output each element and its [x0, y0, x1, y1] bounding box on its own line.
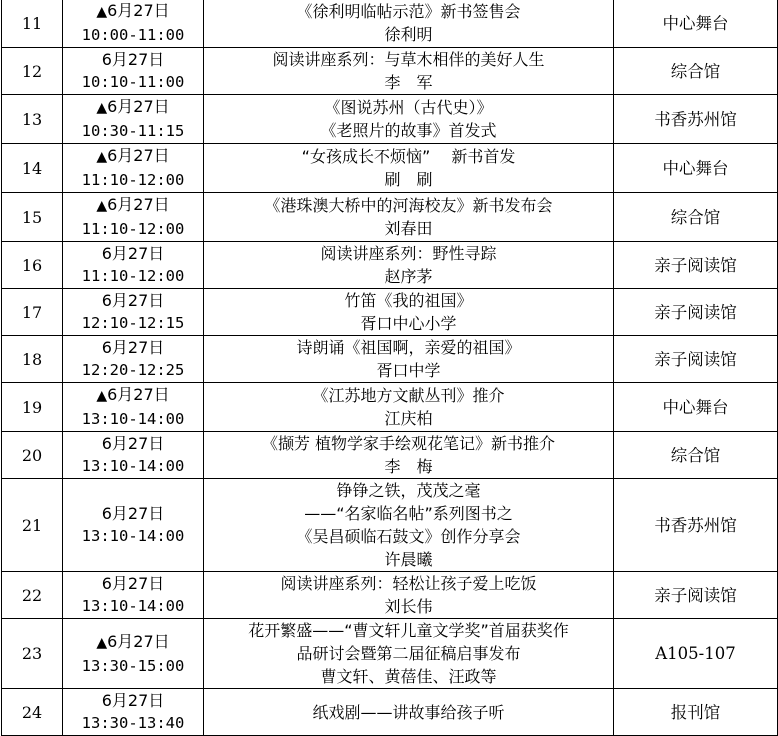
- row-number: 21: [2, 479, 63, 572]
- venue-cell: 中心舞台: [614, 144, 778, 193]
- date-time-cell: [63, 144, 204, 193]
- event-date: 6月27日: [107, 385, 170, 404]
- event-time: 13:10-14:00: [81, 410, 185, 428]
- date-line: [63, 144, 203, 169]
- highlight-triangle-icon: ▲: [96, 100, 108, 116]
- event-time: 10:30-11:15: [81, 122, 185, 140]
- event-description-line: 徐利明: [384, 25, 433, 44]
- table-row: [2, 336, 778, 383]
- event-time: 13:10-14:00: [81, 457, 185, 475]
- date-time-cell: [63, 95, 204, 144]
- venue-cell: 书香苏州馆: [614, 95, 778, 144]
- table-row: [2, 242, 778, 289]
- event-date: 6月27日: [101, 691, 165, 710]
- date-time-cell: [63, 383, 204, 432]
- event-description-cell: [204, 95, 614, 144]
- date-time-cell: [63, 479, 204, 572]
- table-row: [2, 48, 778, 95]
- event-time: 13:10-14:00: [81, 597, 185, 615]
- event-time: 12:10-12:15: [81, 314, 185, 332]
- event-description-line: 《徐利明临帖示范》新书签售会: [296, 2, 521, 21]
- event-description-cell: [204, 572, 614, 619]
- event-date: 6月27日: [107, 631, 170, 651]
- venue-cell: 综合馆: [614, 193, 778, 242]
- event-date: 6月27日: [101, 244, 165, 263]
- date-time-cell: [63, 619, 204, 689]
- event-description-cell: [204, 432, 614, 479]
- date-line: [63, 502, 203, 525]
- date-time-cell: [63, 572, 204, 619]
- event-date: 6月27日: [107, 146, 170, 165]
- date-line: [63, 0, 203, 24]
- event-description-cell: [204, 242, 614, 289]
- event-description-line: 《撷芳 植物学家手绘观花笔记》新书推介: [261, 434, 556, 453]
- event-description-cell: [204, 479, 614, 572]
- event-time: 13:30-15:00: [81, 656, 185, 675]
- date-line: [63, 289, 203, 312]
- date-line: [63, 48, 203, 71]
- event-description-line: ——“名家临名帖”系列图书之: [304, 504, 513, 523]
- event-description-cell: [204, 0, 614, 48]
- event-description-cell: [204, 144, 614, 193]
- table-row: [2, 383, 778, 432]
- row-number: 20: [2, 432, 63, 479]
- event-description-cell: [204, 193, 614, 242]
- event-description-line: 品研讨会暨第二届征稿启事发布: [296, 644, 521, 663]
- table-row: [2, 432, 778, 479]
- table-row: [2, 479, 778, 572]
- venue-cell: 亲子阅读馆: [614, 572, 778, 619]
- schedule-body: [2, 0, 778, 736]
- event-description-line: 江庆柏: [384, 409, 433, 428]
- event-date: 6月27日: [101, 338, 165, 357]
- event-time: 13:10-14:00: [81, 527, 185, 545]
- event-description-line: 竹笛《我的祖国》: [344, 291, 473, 310]
- highlight-triangle-icon: ▲: [96, 4, 108, 20]
- event-time: 11:10-12:00: [81, 267, 185, 285]
- event-description-line: 刘春田: [384, 219, 433, 238]
- highlight-triangle-icon: ▲: [96, 149, 108, 165]
- event-date: 6月27日: [101, 291, 165, 310]
- event-date: 6月27日: [107, 97, 170, 116]
- event-description-line: 阅读讲座系列：野性寻踪: [320, 244, 497, 263]
- date-line: [63, 432, 203, 455]
- event-description-line: 《老照片的故事》首发式: [320, 121, 497, 140]
- venue-cell: 综合馆: [614, 432, 778, 479]
- venue-cell: 亲子阅读馆: [614, 242, 778, 289]
- date-time-cell: [63, 432, 204, 479]
- date-time-cell: [63, 0, 204, 48]
- event-date: 6月27日: [101, 50, 165, 69]
- event-time: 10:10-11:00: [81, 73, 185, 91]
- event-date: 6月27日: [101, 504, 165, 523]
- date-line: [63, 95, 203, 120]
- date-time-cell: [63, 48, 204, 95]
- venue-cell: 中心舞台: [614, 0, 778, 48]
- row-number: 19: [2, 383, 63, 432]
- date-time-cell: [63, 336, 204, 383]
- event-date: 6月27日: [101, 434, 165, 453]
- event-description-line: 花开繁盛——“曹文轩儿童文学奖”首届获奖作: [248, 621, 569, 640]
- row-number: 16: [2, 242, 63, 289]
- event-description-cell: [204, 48, 614, 95]
- event-description-line: 《江苏地方文献丛刊》推介: [312, 386, 505, 405]
- event-time: 13:30-13:40: [81, 714, 185, 732]
- row-number: 22: [2, 572, 63, 619]
- event-description-line: 赵序茅: [384, 267, 433, 286]
- table-row: [2, 0, 778, 48]
- event-description-line: 曹文轩、黄蓓佳、汪政等: [320, 667, 497, 686]
- row-number: 23: [2, 619, 63, 689]
- venue-cell: 书香苏州馆: [614, 479, 778, 572]
- date-line: [63, 689, 203, 712]
- table-row: [2, 572, 778, 619]
- table-row: [2, 689, 778, 736]
- row-number: 18: [2, 336, 63, 383]
- date-line: [63, 242, 203, 265]
- event-description-line: 铮铮之铁，茂茂之毫: [336, 481, 481, 500]
- event-time: 11:10-12:00: [81, 171, 185, 189]
- event-description-cell: [204, 383, 614, 432]
- venue-cell: 中心舞台: [614, 383, 778, 432]
- event-description-line: 《港珠澳大桥中的河海校友》新书发布会: [264, 196, 553, 215]
- event-description-line: 李 军: [384, 73, 433, 92]
- date-time-cell: [63, 289, 204, 336]
- event-description-line: 阅读讲座系列：轻松让孩子爱上吃饭: [280, 574, 537, 593]
- event-description-cell: [204, 336, 614, 383]
- event-description-line: 胥口中学: [376, 361, 441, 380]
- event-description-line: 李 梅: [384, 457, 433, 476]
- venue-cell: 报刊馆: [614, 689, 778, 736]
- date-line: [63, 630, 203, 655]
- event-description-cell: [204, 289, 614, 336]
- date-time-cell: [63, 193, 204, 242]
- row-number: 11: [2, 0, 63, 48]
- date-line: [63, 383, 203, 408]
- event-description-line: 《吴昌硕临石鼓文》创作分享会: [296, 527, 521, 546]
- event-date: 6月27日: [107, 1, 170, 20]
- table-row: [2, 95, 778, 144]
- venue-cell: 亲子阅读馆: [614, 336, 778, 383]
- event-description-line: 纸戏剧——讲故事给孩子听: [312, 702, 505, 722]
- row-number: 24: [2, 689, 63, 736]
- event-date: 6月27日: [107, 195, 170, 214]
- event-description-cell: [204, 689, 614, 736]
- venue-cell: 亲子阅读馆: [614, 289, 778, 336]
- event-description-line: 阅读讲座系列：与草木相伴的美好人生: [272, 50, 545, 69]
- date-line: [63, 572, 203, 595]
- row-number: 17: [2, 289, 63, 336]
- event-description-line: “女孩成长不烦恼” 新书首发: [301, 147, 516, 166]
- event-description-line: 诗朗诵《祖国啊，亲爱的祖国》: [296, 338, 521, 357]
- table-row: [2, 289, 778, 336]
- event-schedule-table: [1, 0, 778, 736]
- date-time-cell: [63, 242, 204, 289]
- row-number: 14: [2, 144, 63, 193]
- table-row: [2, 619, 778, 689]
- event-description-cell: [204, 619, 614, 689]
- event-description-line: 《图说苏州（古代史）》: [324, 98, 493, 117]
- event-description-line: 胥口中心小学: [360, 314, 457, 333]
- event-date: 6月27日: [101, 574, 165, 593]
- row-number: 13: [2, 95, 63, 144]
- highlight-triangle-icon: ▲: [96, 388, 108, 404]
- event-description-line: 刷 刷: [384, 170, 433, 189]
- event-description-line: 刘长伟: [384, 597, 433, 616]
- date-time-cell: [63, 689, 204, 736]
- venue-cell: A105-107: [614, 619, 778, 689]
- event-time: 12:20-12:25: [81, 361, 185, 379]
- highlight-triangle-icon: ▲: [96, 198, 108, 214]
- date-line: [63, 336, 203, 359]
- table-row: [2, 144, 778, 193]
- highlight-triangle-icon: ▲: [96, 634, 108, 651]
- row-number: 12: [2, 48, 63, 95]
- venue-cell: 综合馆: [614, 48, 778, 95]
- table-row: [2, 193, 778, 242]
- event-description-line: 许晨曦: [384, 550, 433, 569]
- event-time: 10:00-11:00: [81, 26, 185, 44]
- row-number: 15: [2, 193, 63, 242]
- event-time: 11:10-12:00: [81, 220, 185, 238]
- date-line: [63, 193, 203, 218]
